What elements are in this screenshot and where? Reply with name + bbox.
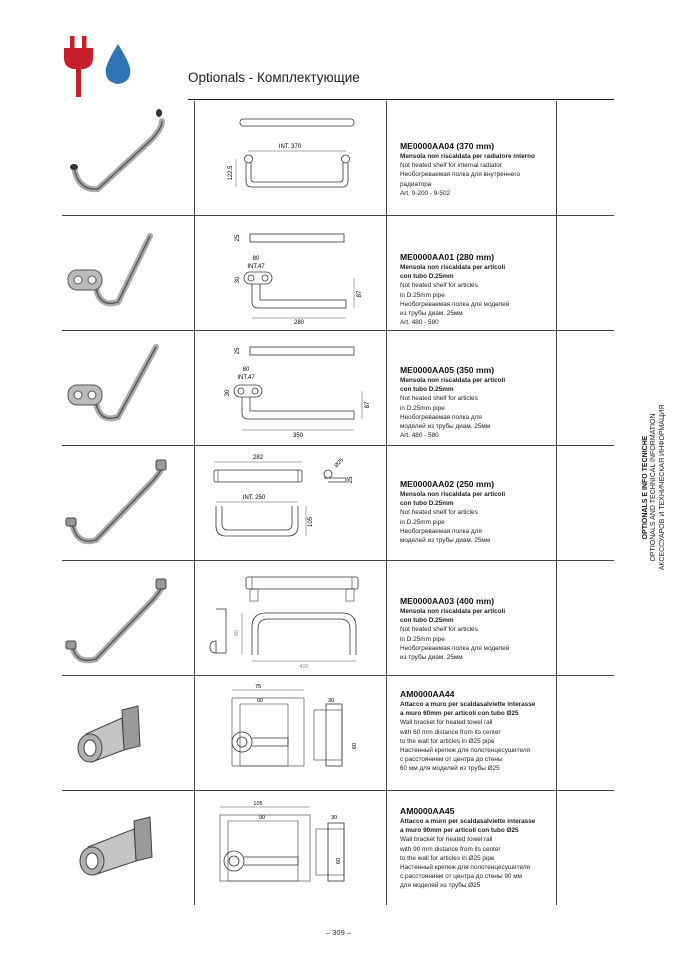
product-description: [400, 479, 558, 545]
product-description: [400, 596, 558, 662]
dimension-label: 25: [348, 476, 354, 484]
description-line: Attacco a muro per scaldasalviette interasse: [400, 818, 536, 825]
product-code: ME0000AA04 (370 mm): [400, 141, 495, 151]
description-line: с расстоянием от центра до стены 90 мм: [400, 873, 522, 881]
side-label-line: АКСЕССУАРОВ И ТЕХНИЧЕСКАЯ ИНФОРМАЦИЯ: [658, 404, 666, 571]
dimension-label: INT.47: [237, 375, 255, 381]
dimension-label: 30: [235, 276, 241, 284]
dimension-label: 80: [242, 367, 250, 373]
title-divider: [188, 99, 614, 100]
description-line: Mensola non riscaldata per articoli: [400, 377, 506, 384]
product-row: [62, 561, 614, 676]
dimension-label: 87: [365, 401, 371, 409]
dimension-label: INT.47: [247, 264, 265, 270]
product-row: [62, 331, 614, 446]
product-code: ME0000AA03 (400 mm): [400, 596, 495, 606]
page-number: – 309 –: [325, 928, 352, 937]
product-photo: [62, 216, 192, 330]
electric-plug-icon: [64, 36, 93, 97]
product-description: [400, 806, 558, 891]
dimension-label: 60: [352, 742, 358, 750]
product-description: [400, 365, 558, 440]
description-line: to the wall for articles in Ø25 pipe: [400, 737, 495, 745]
dimension-label: 60: [336, 857, 342, 865]
description-line: with 60 mm distance from its center: [400, 728, 501, 736]
description-line: con tubo D.25mm: [400, 273, 454, 281]
description-line: Art. 480 - 580: [400, 319, 439, 327]
description-line: Необогреваемая полка для: [400, 527, 482, 535]
description-line: Wall bracket for heated towel rail: [400, 719, 493, 727]
product-description: [400, 689, 558, 774]
dimension-label: 122.5: [228, 165, 234, 181]
description-line: Mensola non riscaldata per articoli: [400, 264, 506, 271]
dimension-label: 87: [357, 290, 363, 298]
description-line: моделей из трубы диам. 25мм: [400, 423, 491, 431]
product-code: AM0000AA45: [400, 806, 455, 816]
description-line: Mensola non riscaldata per articoli: [400, 491, 506, 498]
description-line: Not heated shelf for articles: [400, 282, 478, 290]
description-line: in D.25mm pipe: [400, 291, 445, 299]
dimension-label: 105: [308, 516, 314, 528]
dimension-label: Ø25: [333, 457, 346, 470]
product-description: [400, 141, 558, 198]
product-photo: [62, 101, 192, 215]
dimension-label: 75: [254, 684, 262, 690]
product-row: [62, 791, 614, 905]
product-code: AM0000AA44: [400, 689, 455, 699]
product-row: [62, 676, 614, 791]
product-photo: [62, 791, 192, 905]
product-row: [62, 101, 614, 216]
dimension-label: 400: [299, 664, 309, 670]
description-line: Not heated shelf for articles: [400, 626, 478, 634]
description-line: Wall bracket for heated towel rail: [400, 836, 493, 844]
description-line: из трубы диам. 25мм: [400, 654, 463, 662]
product-table: [62, 101, 614, 905]
description-line: Настенный крепеж для полотенцесушителя: [400, 747, 531, 755]
product-row: [62, 216, 614, 331]
product-row: [62, 446, 614, 561]
description-line: Настенный крепеж для полотенцесушителя: [400, 864, 531, 872]
description-line: Необогреваемая полка для внутреннего: [400, 171, 521, 179]
dimension-label: 105: [253, 801, 263, 807]
description-line: Необогреваемая полка для моделей: [400, 644, 510, 652]
product-code: ME0000AA05 (350 mm): [400, 365, 495, 375]
product-code: ME0000AA02 (250 mm): [400, 479, 495, 489]
dimension-label: INT. 250: [242, 495, 266, 501]
dimension-label: 90: [258, 815, 266, 821]
dimension-label: 30: [330, 815, 338, 821]
water-drop-icon: [106, 44, 131, 84]
product-description: [400, 252, 558, 327]
description-line: con tubo D.25mm: [400, 617, 454, 625]
description-line: in D.25mm pipe: [400, 635, 445, 643]
description-line: a muro 60mm per articoli con tubo Ø25: [400, 710, 519, 718]
product-code: ME0000AA01 (280 mm): [400, 252, 495, 262]
description-line: con tubo D.25mm: [400, 500, 454, 508]
description-line: Not heated shelf for articles: [400, 395, 478, 403]
product-photo: [62, 676, 192, 790]
header-logo: [62, 34, 142, 98]
page-title: Optionals - Комплектующие: [188, 70, 360, 85]
description-line: con tubo D.25mm: [400, 386, 454, 394]
description-line: радиатора: [400, 180, 432, 188]
description-line: Mensola non riscaldata per articoli: [400, 608, 506, 615]
description-line: из трубы диам. 25мм: [400, 310, 463, 318]
description-line: Not heated shelf for internal radiator: [400, 162, 502, 170]
product-photo: [62, 331, 192, 445]
dimension-label: 30: [225, 389, 231, 397]
description-line: with 90 mm distance from its center: [400, 845, 501, 853]
dimension-label: 30: [327, 698, 335, 704]
description-line: с расстоянием от центра до стены: [400, 756, 503, 764]
dimension-label: 80: [252, 256, 260, 262]
description-line: Mensola non riscaldata per radiatore interno: [400, 153, 535, 160]
dimension-label: 280: [293, 320, 305, 326]
description-line: Attacco a muro per scaldasalviette interasse: [400, 701, 536, 708]
dimension-label: 282: [252, 455, 264, 461]
dimension-label: 60: [256, 698, 264, 704]
description-line: Необогреваемая полка для моделей: [400, 300, 510, 308]
description-line: моделей из трубы диам. 25мм: [400, 537, 491, 545]
dimension-label: 350: [292, 433, 304, 439]
description-line: Not heated shelf for articles: [400, 509, 478, 517]
description-line: a muro 90mm per articoli con tubo Ø25: [400, 827, 519, 835]
dimension-label: 25: [235, 347, 241, 355]
description-line: Art. 9-200 - 9-502: [400, 189, 451, 197]
dimension-label: INT. 370: [278, 144, 302, 150]
description-line: для моделей из трубы Ø25: [400, 882, 481, 890]
description-line: 60 мм для моделей из трубы Ø25: [400, 765, 500, 773]
side-label-line: OPTIONALS AND TECHNICAL INFORMATION: [650, 413, 658, 562]
description-line: Необогреваемая полка для: [400, 413, 482, 421]
side-label-line: OPTIONALS E INFO TECNICHE: [642, 435, 649, 540]
description-line: to the wall for articles in Ø25 pipe: [400, 854, 495, 862]
description-line: Art. 480 - 580: [400, 432, 439, 440]
product-photo: [62, 446, 192, 560]
description-line: in D.25mm pipe: [400, 404, 445, 412]
side-section-label: [642, 400, 677, 575]
dimension-label: 25: [235, 234, 241, 242]
product-photo: [62, 561, 192, 675]
dimension-label: 85: [234, 629, 240, 637]
description-line: in D.25mm pipe: [400, 518, 445, 526]
